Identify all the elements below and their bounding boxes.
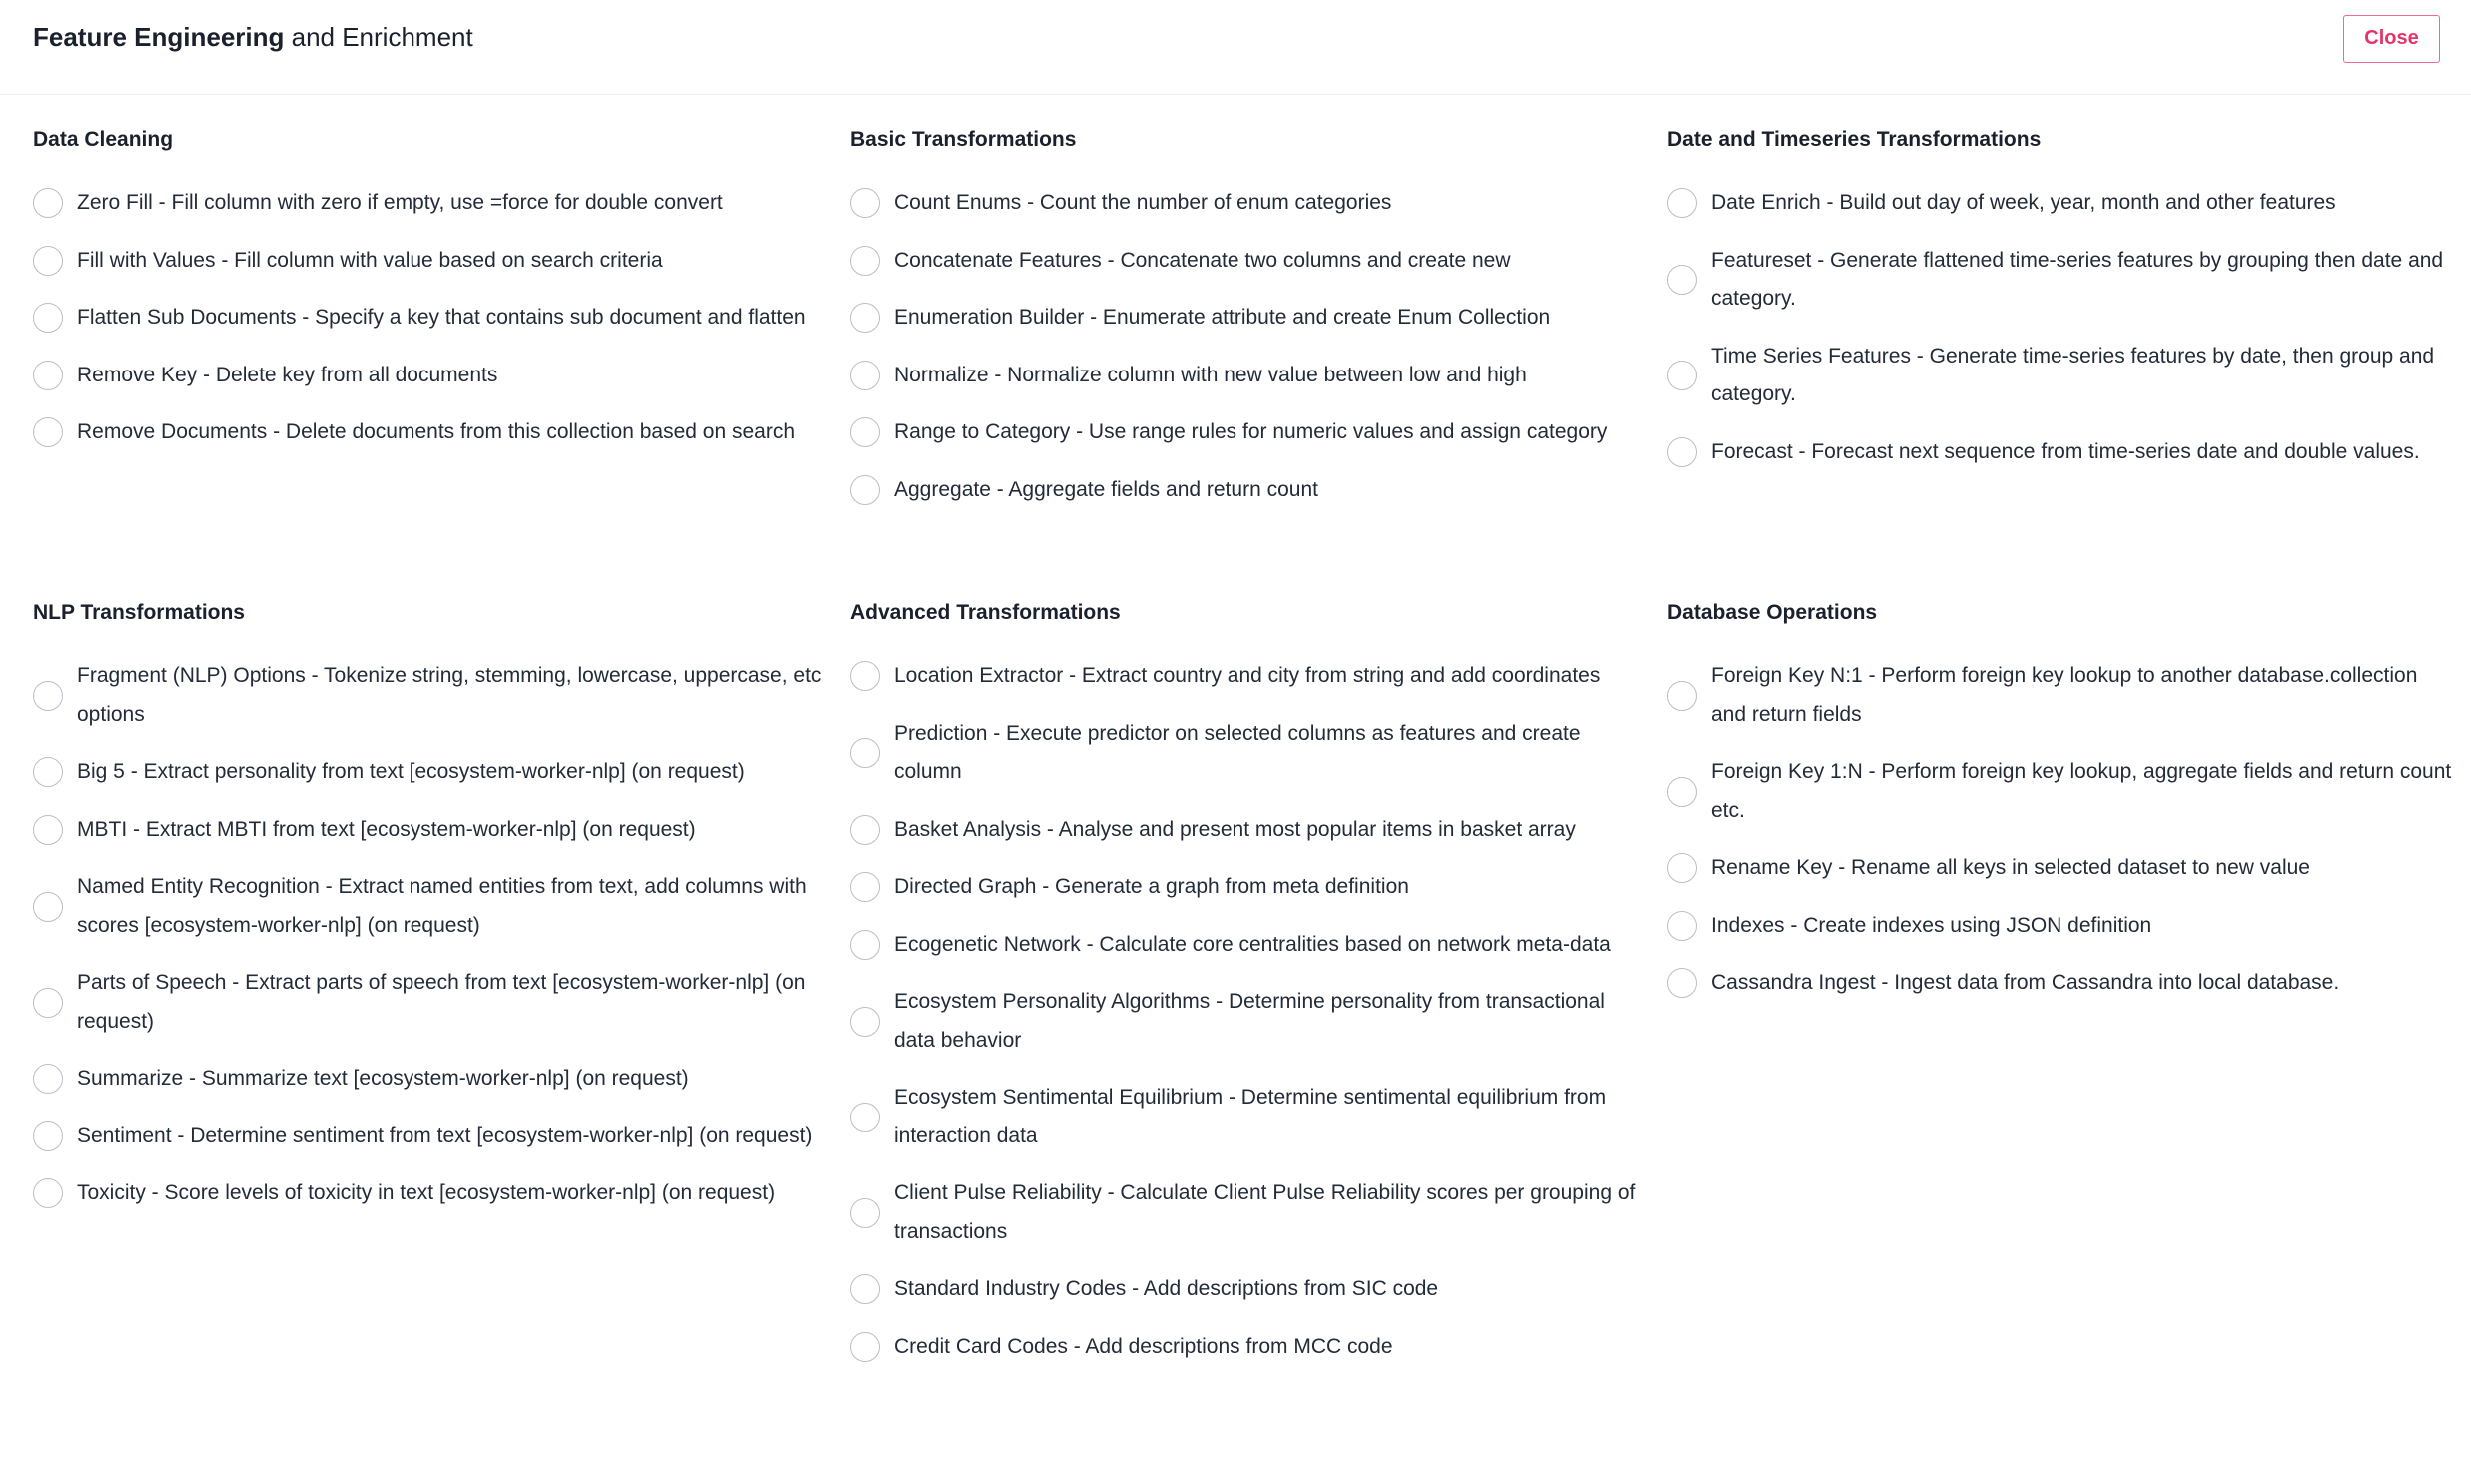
option-item[interactable] (850, 1270, 1639, 1309)
radio-button[interactable] (850, 1103, 880, 1132)
option-label: Cassandra Ingest - Ingest data from Cassandra into local database. (1711, 971, 2340, 994)
radio-button[interactable] (850, 475, 880, 505)
option-item[interactable] (1667, 338, 2456, 414)
radio-button[interactable] (33, 681, 63, 711)
option-label: Enumeration Builder - Enumerate attribute and create Enum Collection (894, 306, 1551, 329)
radio-button[interactable] (33, 1121, 63, 1151)
option-label: Remove Documents - Delete documents from this collection based on search (77, 420, 796, 443)
option-label: Basket Analysis - Analyse and present most popular items in basket array (894, 817, 1576, 841)
option-label: Foreign Key N:1 - Perform foreign key lookup to another database.collection and return fields (1711, 664, 2418, 726)
radio-button[interactable] (850, 1332, 880, 1362)
section-advanced-transformations (850, 599, 1639, 1385)
radio-button[interactable] (33, 757, 63, 787)
option-item[interactable] (1667, 753, 2456, 830)
option-item[interactable] (850, 926, 1639, 965)
radio-button[interactable] (33, 988, 63, 1018)
option-item[interactable] (33, 413, 822, 452)
option-item[interactable] (33, 1060, 822, 1099)
option-item[interactable] (1667, 433, 2456, 472)
option-label: Sentiment - Determine sentiment from text [ecosystem-worker-nlp] (on request) (77, 1123, 813, 1147)
section-title: Data Cleaning (33, 128, 174, 151)
radio-button[interactable] (1667, 853, 1697, 883)
section-title: NLP Transformations (33, 601, 245, 624)
radio-button[interactable] (33, 361, 63, 390)
option-label: Fill with Values - Fill column with value based on search criteria (77, 248, 663, 272)
option-label: Foreign Key 1:N - Perform foreign key lookup, aggregate fields and return count etc. (1711, 760, 2452, 822)
option-item[interactable] (850, 868, 1639, 907)
radio-button[interactable] (33, 246, 63, 276)
radio-button[interactable] (1667, 188, 1697, 218)
option-label: Big 5 - Extract personality from text [ecosystem-worker-nlp] (on request) (77, 760, 745, 783)
radio-button[interactable] (33, 815, 63, 845)
option-label: Fragment (NLP) Options - Tokenize string, stemming, lowercase, uppercase, etc options (77, 664, 822, 726)
option-item[interactable] (1667, 849, 2456, 888)
option-item[interactable] (850, 242, 1639, 281)
radio-button[interactable] (850, 303, 880, 333)
option-item[interactable] (850, 1174, 1639, 1251)
radio-button[interactable] (850, 661, 880, 691)
radio-button[interactable] (33, 1178, 63, 1208)
radio-button[interactable] (850, 1274, 880, 1304)
section-database-operations (1667, 599, 2456, 1022)
option-label: Summarize - Summarize text [ecosystem-worker-nlp] (on request) (77, 1067, 689, 1090)
option-item[interactable] (850, 413, 1639, 452)
radio-button[interactable] (850, 1007, 880, 1037)
radio-button[interactable] (850, 361, 880, 390)
option-item[interactable] (33, 657, 822, 734)
option-item[interactable] (1667, 964, 2456, 1003)
radio-button[interactable] (850, 246, 880, 276)
option-label: Named Entity Recognition - Extract named entities from text, add columns with scores [ecosystem-worker-nlp] (on request) (77, 875, 807, 937)
option-item[interactable] (850, 657, 1639, 696)
radio-button[interactable] (1667, 265, 1697, 295)
option-label: Toxicity - Score levels of toxicity in text [ecosystem-worker-nlp] (on request) (77, 1181, 776, 1204)
option-item[interactable] (1667, 242, 2456, 319)
radio-button[interactable] (33, 1064, 63, 1094)
radio-button[interactable] (33, 892, 63, 922)
option-label: Flatten Sub Documents - Specify a key that contains sub document and flatten (77, 306, 806, 329)
option-label: Ecosystem Personality Algorithms - Determine personality from transactional data behavior (894, 990, 1605, 1052)
option-item[interactable] (33, 184, 822, 223)
radio-button[interactable] (33, 417, 63, 447)
radio-button[interactable] (1667, 681, 1697, 711)
option-item[interactable] (33, 1117, 822, 1156)
section-basic-transformations (850, 126, 1639, 528)
option-item[interactable] (850, 715, 1639, 792)
radio-button[interactable] (850, 1198, 880, 1228)
option-label: Concatenate Features - Concatenate two columns and create new (894, 248, 1511, 272)
option-label: Range to Category - Use range rules for numeric values and assign category (894, 420, 1608, 443)
option-item[interactable] (33, 357, 822, 395)
option-label: Prediction - Execute predictor on selected columns as features and create column (894, 721, 1581, 783)
option-list (33, 184, 822, 452)
option-label: Ecogenetic Network - Calculate core centralities based on network meta-data (894, 932, 1611, 956)
option-item[interactable] (1667, 657, 2456, 734)
option-list (33, 657, 822, 1213)
radio-button[interactable] (850, 188, 880, 218)
radio-button[interactable] (850, 872, 880, 902)
section-title: Advanced Transformations (850, 601, 1121, 624)
option-list (850, 184, 1639, 509)
modal-title (33, 22, 473, 53)
radio-button[interactable] (1667, 968, 1697, 998)
section-title: Date and Timeseries Transformations (1667, 128, 2042, 151)
option-item[interactable] (850, 811, 1639, 850)
radio-button[interactable] (1667, 911, 1697, 941)
option-item[interactable] (850, 357, 1639, 395)
option-label: Directed Graph - Generate a graph from meta definition (894, 875, 1409, 898)
section-title: Basic Transformations (850, 128, 1077, 151)
option-item[interactable] (850, 299, 1639, 338)
option-item[interactable] (33, 242, 822, 281)
radio-button[interactable] (33, 188, 63, 218)
option-item[interactable] (33, 753, 822, 792)
section-title: Database Operations (1667, 601, 1878, 624)
option-item[interactable] (33, 868, 822, 945)
option-label: Zero Fill - Fill column with zero if empty, use =force for double convert (77, 191, 723, 214)
radio-button[interactable] (33, 303, 63, 333)
option-label: Client Pulse Reliability - Calculate Client Pulse Reliability scores per grouping of transactions (894, 1181, 1636, 1243)
modal-title-rest: and Enrichment (284, 22, 473, 52)
option-item[interactable] (850, 1079, 1639, 1155)
option-label: Credit Card Codes - Add descriptions from MCC code (894, 1334, 1393, 1358)
option-label: Time Series Features - Generate time-series features by date, then group and category. (1711, 344, 2435, 405)
modal-title-bold: Feature Engineering (33, 22, 285, 52)
radio-button[interactable] (1667, 777, 1697, 807)
option-item[interactable] (850, 983, 1639, 1060)
option-list (1667, 657, 2456, 1003)
section-data-cleaning (33, 126, 822, 471)
option-label: Standard Industry Codes - Add descriptions from SIC code (894, 1277, 1439, 1300)
radio-button[interactable] (850, 738, 880, 768)
option-item[interactable] (850, 1328, 1639, 1367)
close-button[interactable]: Close (2343, 15, 2440, 63)
option-label: Featureset - Generate flattened time-series features by grouping then date and category. (1711, 248, 2444, 310)
radio-button[interactable] (850, 417, 880, 447)
radio-button[interactable] (1667, 437, 1697, 467)
radio-button[interactable] (850, 930, 880, 960)
option-list (850, 657, 1639, 1366)
option-item[interactable] (850, 184, 1639, 223)
section-nlp-transformations (33, 599, 822, 1232)
option-item[interactable] (33, 1174, 822, 1213)
option-list (1667, 184, 2456, 471)
option-label: Parts of Speech - Extract parts of speech from text [ecosystem-worker-nlp] (on request) (77, 971, 806, 1033)
option-item[interactable] (33, 964, 822, 1041)
option-label: Forecast - Forecast next sequence from time-series date and double values. (1711, 439, 2420, 463)
option-label: Ecosystem Sentimental Equilibrium - Determine sentimental equilibrium from interaction data (894, 1086, 1607, 1147)
option-label: Location Extractor - Extract country and city from string and add coordinates (894, 664, 1601, 687)
option-item[interactable] (1667, 184, 2456, 223)
option-item[interactable] (33, 811, 822, 850)
option-label: Rename Key - Rename all keys in selected dataset to new value (1711, 856, 2310, 879)
option-label: Indexes - Create indexes using JSON definition (1711, 913, 2152, 937)
option-label: Date Enrich - Build out day of week, year, month and other features (1711, 191, 2336, 214)
option-label: Normalize - Normalize column with new value between low and high (894, 363, 1527, 386)
section-date-timeseries (1667, 126, 2456, 490)
option-label: Remove Key - Delete key from all documents (77, 363, 498, 386)
option-item[interactable] (33, 299, 822, 338)
radio-button[interactable] (1667, 361, 1697, 390)
option-item[interactable] (850, 471, 1639, 510)
modal-header (0, 0, 2471, 95)
option-label: MBTI - Extract MBTI from text [ecosystem-worker-nlp] (on request) (77, 817, 696, 841)
radio-button[interactable] (850, 815, 880, 845)
option-label: Aggregate - Aggregate fields and return count (894, 477, 1318, 501)
option-label: Count Enums - Count the number of enum categories (894, 191, 1392, 214)
option-item[interactable] (1667, 907, 2456, 946)
